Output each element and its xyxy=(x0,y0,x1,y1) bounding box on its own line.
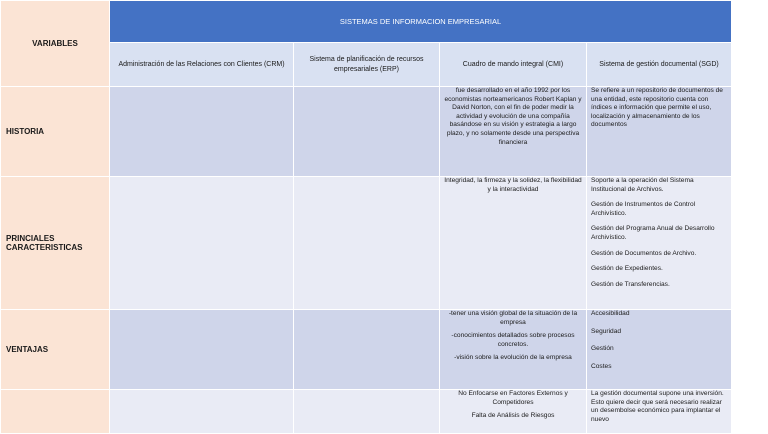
cell-historia-cmi xyxy=(440,87,587,177)
cell-text: Gestión xyxy=(591,345,614,353)
cell-text: No Enfocarse en Factores Externos y Competidores xyxy=(458,390,568,406)
cell-text: Gestión de Documentos de Archivo. xyxy=(591,249,697,257)
table-title: SISTEMAS DE INFORMACION EMPRESARIAL xyxy=(110,1,732,43)
column-header-erp: Sistema de planificación de recursos empresariales (ERP) xyxy=(294,43,440,87)
cell-ventajas-erp xyxy=(294,310,440,390)
cell-caracteristicas-cmi xyxy=(440,177,587,310)
cell-text: Soporte a la operación del Sistema Institucional de Archivos. xyxy=(591,177,694,193)
cell-ventajas-sgd xyxy=(587,310,732,390)
cell-desventajas-cmi xyxy=(440,390,587,434)
cell-desventajas-crm xyxy=(110,390,294,434)
cell-text: fue desarrollado en el año 1992 por los economistas norteamericanos Robert Kaplan y David Norton, con el fin de poder medir la actividad y evolución de una compañía basándose en su visión y estrategia a largo plazo, y no solamente desde una perspectiva financiera xyxy=(444,87,582,146)
variables-header: VARIABLES xyxy=(1,1,110,87)
cell-historia-sgd xyxy=(587,87,732,177)
cell-text: Gestión de Instrumentos de Control Archivístico. xyxy=(591,201,696,217)
cell-text: Integridad, la firmeza y la solidez, la flexibilidad y la interactividad xyxy=(444,177,582,193)
cell-historia-erp xyxy=(294,87,440,177)
cell-desventajas-sgd xyxy=(587,390,732,434)
cell-text: Costes xyxy=(591,362,612,370)
column-header-sgd: Sistema de gestión documental (SGD) xyxy=(587,43,732,87)
cell-text: -conocimientos detallados sobre procesos concretos. xyxy=(451,332,575,348)
row-label-caracteristicas: PRINCIALES CARACTERISTICAS xyxy=(1,177,110,310)
cell-ventajas-crm xyxy=(110,310,294,390)
cell-ventajas-cmi xyxy=(440,310,587,390)
cell-desventajas-erp xyxy=(294,390,440,434)
cell-text: Gestión de Transferencias. xyxy=(591,280,670,288)
row-label-ventajas: VENTAJAS xyxy=(1,310,110,390)
column-header-cmi: Cuadro de mando integral (CMI) xyxy=(440,43,587,87)
cell-text: Falta de Análisis de Riesgos xyxy=(471,412,555,420)
cell-text: Se refiere a un repositorio de documentos de una entidad, este repositorio cuenta con índices e información que permite el uso, localización y almacenamiento de los documentos xyxy=(591,87,723,129)
cell-caracteristicas-crm xyxy=(110,177,294,310)
cell-caracteristicas-sgd xyxy=(587,177,732,310)
cell-caracteristicas-erp xyxy=(294,177,440,310)
column-header-crm: Administración de las Relaciones con Clientes (CRM) xyxy=(110,43,294,87)
cell-text: Gestión del Programa Anual de Desarrollo Archivístico. xyxy=(591,225,715,241)
cell-text: Seguridad xyxy=(591,327,622,335)
cell-text: Accesibilidad xyxy=(591,310,630,317)
cell-historia-crm xyxy=(110,87,294,177)
cell-text: -tener una visión global de la situación de la empresa xyxy=(448,310,578,326)
cell-text: -visión sobre la evolución de la empresa xyxy=(454,354,572,362)
cell-text: La gestión documental supone una inversión. Esto quiere decir que será necesario realizar un desembolse económico para implantar el nuevo xyxy=(591,390,724,423)
row-label-desventajas xyxy=(1,390,110,434)
cell-text: Gestión de Expedientes. xyxy=(591,265,663,273)
row-label-historia: HISTORIA xyxy=(1,87,110,177)
